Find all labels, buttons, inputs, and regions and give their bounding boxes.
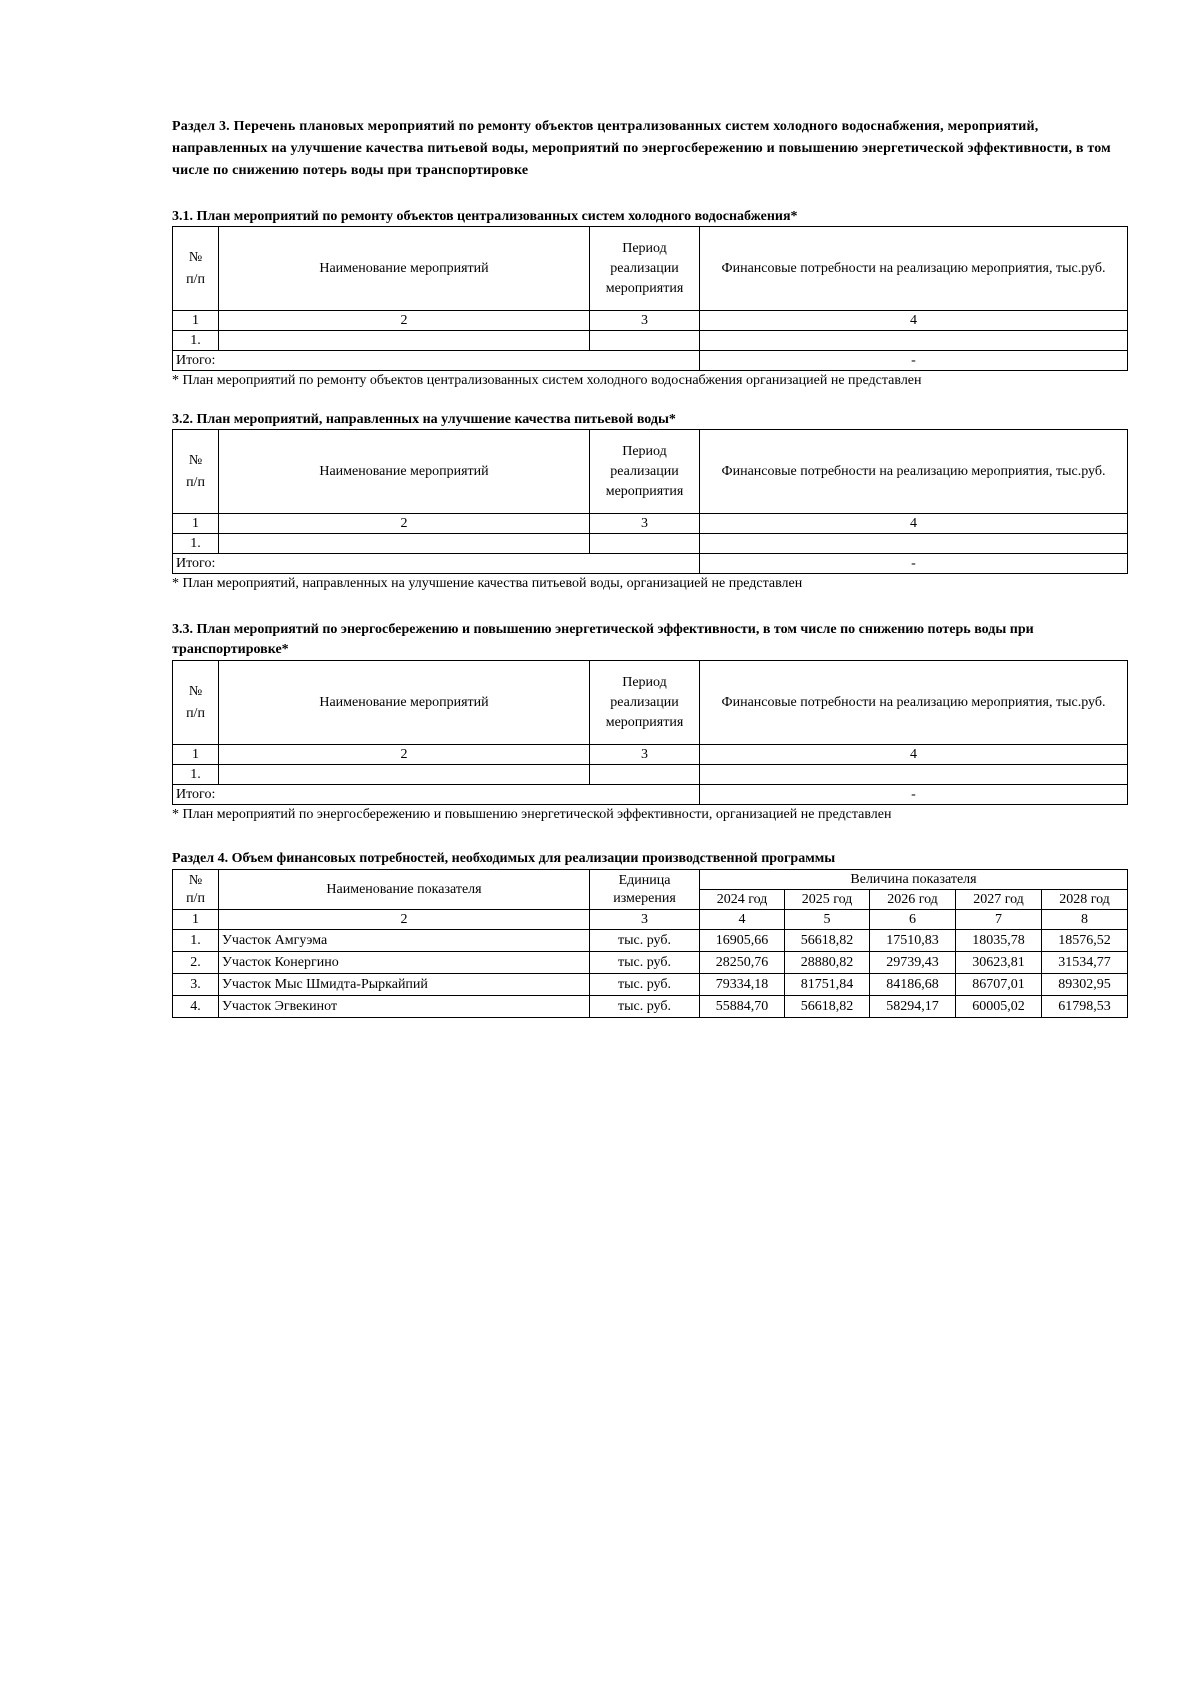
total-row bbox=[173, 351, 1128, 371]
table-header-row bbox=[173, 227, 1128, 311]
table-header-row bbox=[173, 661, 1128, 745]
header-period: Период реализации мероприятия bbox=[590, 227, 700, 311]
column-number-row: 1 2 3 4 bbox=[173, 514, 1128, 534]
finance-table bbox=[172, 869, 1128, 1018]
total-value: - bbox=[700, 351, 1128, 371]
header-name: Наименование мероприятий bbox=[219, 227, 590, 311]
total-row bbox=[173, 785, 1128, 805]
total-value: - bbox=[700, 785, 1128, 805]
subsection-3-3-note: * План мероприятий по энергосбережению и повышению энергетической эффективности, организацией не представлен bbox=[172, 807, 892, 822]
subsection-3-3-title: 3.3. План мероприятий по энергосбережению и повышению энергетической эффективности, в том числе по снижению потерь воды при транспортировке* bbox=[172, 622, 1034, 657]
header-period: Период реализации мероприятия bbox=[590, 430, 700, 514]
table-row: 1. bbox=[173, 534, 1128, 554]
column-number-row: 1 2 3 4 bbox=[173, 311, 1128, 331]
section3-title: Раздел 3. Перечень плановых мероприятий по ремонту объектов централизованных систем холодного водоснабжения, мероприятий, направленных на улучшение качества питьевой воды, мероприятий по энергосбережению и повышению энергетической эффективности, в том числе по снижению потерь воды при транспортировке bbox=[172, 119, 1111, 178]
header-year: 2026 год bbox=[870, 890, 956, 910]
header-no: № п/п bbox=[173, 661, 219, 745]
header-period: Период реализации мероприятия bbox=[590, 661, 700, 745]
header-year: 2024 год bbox=[700, 890, 785, 910]
total-label: Итого: bbox=[173, 785, 700, 805]
header-unit: Единица измерения bbox=[590, 870, 700, 910]
subsection-3-2 bbox=[172, 411, 1127, 594]
header-value: Величина показателя bbox=[700, 870, 1128, 890]
header-year: 2028 год bbox=[1042, 890, 1128, 910]
plan-table-3-1 bbox=[172, 226, 1128, 371]
section4-title: Раздел 4. Объем финансовых потребностей, необходимых для реализации производственной программы bbox=[172, 851, 836, 866]
header-finance: Финансовые потребности на реализацию мероприятия, тыс.руб. bbox=[700, 661, 1128, 745]
table-row: 1. bbox=[173, 765, 1128, 785]
subsection-3-1-title: 3.1. План мероприятий по ремонту объектов централизованных систем холодного водоснабжения* bbox=[172, 209, 798, 224]
header-name: Наименование мероприятий bbox=[219, 430, 590, 514]
total-row bbox=[173, 554, 1128, 574]
section4 bbox=[172, 849, 1127, 1018]
column-number-row: 1 2 3 4 bbox=[173, 745, 1128, 765]
column-number-row: 1 2 3 4 5 6 7 8 bbox=[173, 910, 1128, 930]
plan-table-3-3 bbox=[172, 660, 1128, 805]
header-no: № п/п bbox=[173, 870, 219, 910]
table-header-row bbox=[173, 430, 1128, 514]
document-page bbox=[172, 116, 1127, 1018]
plan-table-3-2 bbox=[172, 429, 1128, 574]
table-row: 3. Участок Мыс Шмидта-Рыркайпий тыс. руб. 79334,18 81751,84 84186,68 86707,01 89302,95 bbox=[173, 974, 1128, 996]
table-row: 2. Участок Конергино тыс. руб. 28250,76 28880,82 29739,43 30623,81 31534,77 bbox=[173, 952, 1128, 974]
table-row: 4. Участок Эгвекинот тыс. руб. 55884,70 56618,82 58294,17 60005,02 61798,53 bbox=[173, 996, 1128, 1018]
table-row: 1. bbox=[173, 331, 1128, 351]
header-name: Наименование показателя bbox=[219, 870, 590, 910]
total-label: Итого: bbox=[173, 554, 700, 574]
total-value: - bbox=[700, 554, 1128, 574]
table-header-row bbox=[173, 870, 1128, 890]
subsection-3-2-note: * План мероприятий, направленных на улучшение качества питьевой воды, организацией не представлен bbox=[172, 576, 803, 591]
subsection-3-2-title: 3.2. План мероприятий, направленных на улучшение качества питьевой воды* bbox=[172, 412, 676, 427]
subsection-3-1-note: * План мероприятий по ремонту объектов централизованных систем холодного водоснабжения организацией не представлен bbox=[172, 373, 922, 388]
header-finance: Финансовые потребности на реализацию мероприятия, тыс.руб. bbox=[700, 227, 1128, 311]
subsection-3-1 bbox=[172, 208, 1127, 391]
header-no: № п/п bbox=[173, 430, 219, 514]
header-finance: Финансовые потребности на реализацию мероприятия, тыс.руб. bbox=[700, 430, 1128, 514]
header-name: Наименование мероприятий bbox=[219, 661, 590, 745]
header-year: 2025 год bbox=[785, 890, 870, 910]
header-year: 2027 год bbox=[956, 890, 1042, 910]
subsection-3-3 bbox=[172, 620, 1127, 825]
total-label: Итого: bbox=[173, 351, 700, 371]
header-no: № п/п bbox=[173, 227, 219, 311]
table-row: 1. Участок Амгуэма тыс. руб. 16905,66 56618,82 17510,83 18035,78 18576,52 bbox=[173, 930, 1128, 952]
